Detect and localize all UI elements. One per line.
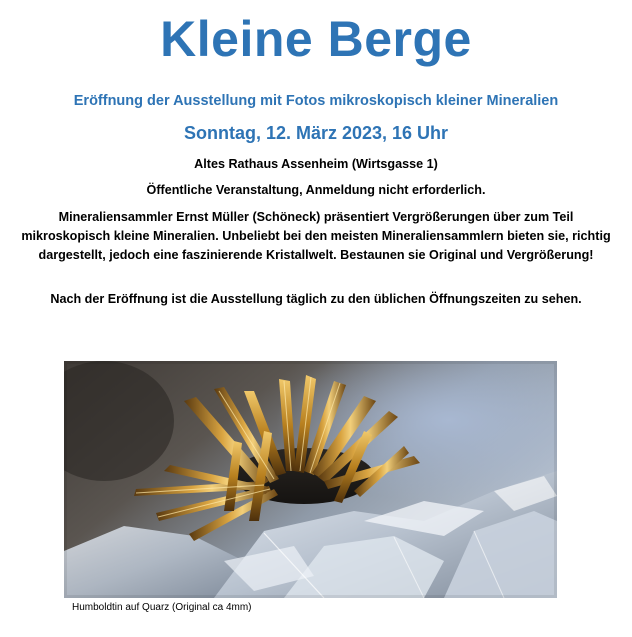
event-date: Sonntag, 12. März 2023, 16 Uhr (183, 123, 449, 143)
mineral-crystal-photo (64, 361, 557, 598)
page-title: Kleine Berge (160, 11, 472, 67)
photo-caption: Humboldtin auf Quarz (Original ca 4mm) (72, 602, 252, 613)
event-location: Altes Rathaus Assenheim (Wirtsgasse 1) (194, 157, 438, 171)
event-notice: Öffentliche Veranstaltung, Anmeldung nicht erforderlich. (146, 183, 486, 197)
crystal-photo-illustration (64, 361, 557, 598)
event-description: Mineraliensammler Ernst Müller (Schöneck) präsentiert Vergrößerungen über zum Teil mikroskopisch kleine Mineralien. Unbeliebt bei den meisten Mineraliensammlern bieten sie, richtig dargestellt, jedoch eine faszinierende Kristallwelt. Bestaunen sie Original und Vergrößerung! (21, 210, 611, 262)
after-opening-note: Nach der Eröffnung ist die Ausstellung täglich zu den üblichen Öffnungszeiten zu sehen. (50, 292, 582, 306)
event-subtitle: Eröffnung der Ausstellung mit Fotos mikroskopisch kleiner Mineralien (73, 93, 559, 109)
